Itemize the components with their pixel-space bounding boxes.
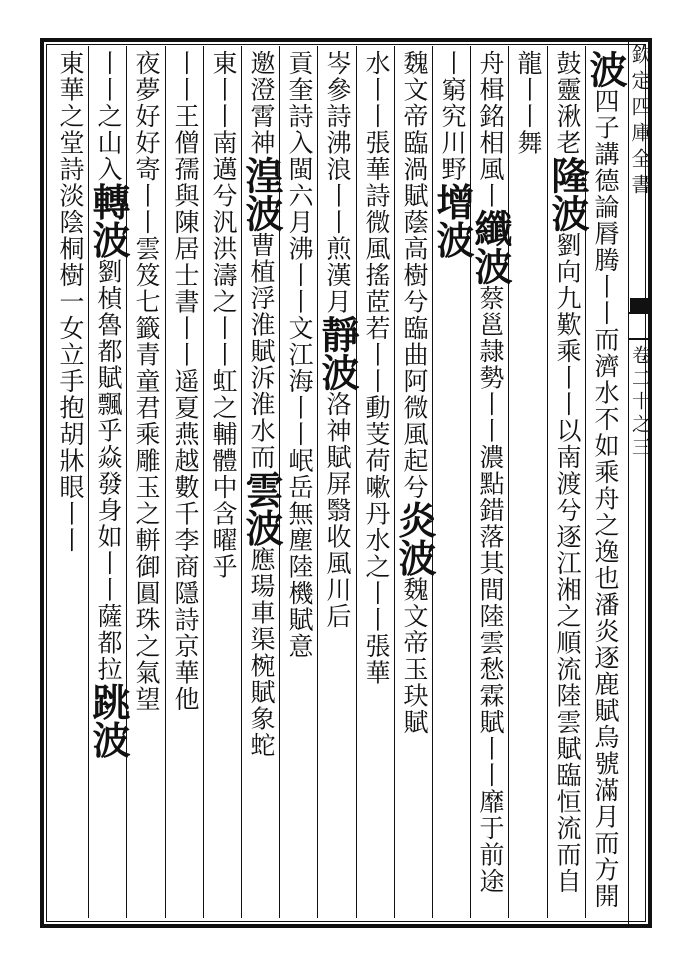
- commentary-text: 劉楨魯都賦飄乎焱發身如丨丨薩都拉: [94, 258, 123, 683]
- commentary-text: 舟楫銘相風丨: [476, 50, 505, 209]
- commentary-text: 岑參詩沸浪丨丨煎漢月: [323, 50, 352, 315]
- volume-label: 卷二十之三: [629, 345, 651, 460]
- commentary-text: 丨丨之山入: [94, 50, 123, 183]
- commentary-text: 文江海丨丨岷岳無塵陸機賦意: [285, 315, 314, 660]
- fish-tail-mark: [630, 298, 650, 312]
- commentary-text: 水丨丨張華詩微風搖茝若丨丨動芰荷: [362, 50, 391, 474]
- commentary-text: 洛神賦屏翳收風川后: [323, 391, 352, 630]
- commentary-text: 虹之輔體中含曜乎: [209, 368, 238, 580]
- headword: 增波: [430, 182, 475, 259]
- headword: 炎波: [392, 500, 437, 577]
- commentary-text: 應瑒車渠椀賦象蛇: [247, 546, 276, 759]
- headword: 轉波: [86, 182, 131, 259]
- headword: 隆波: [545, 156, 590, 232]
- headword: 雲波: [239, 470, 284, 547]
- commentary-text: 嗽丹水之丨丨張華: [362, 474, 391, 686]
- commentary-text: 曹植浮淮賦泝淮水而: [247, 232, 276, 471]
- headword: 湟波: [239, 156, 284, 232]
- headword: 靜波: [315, 315, 360, 391]
- headword: 纖波: [468, 209, 513, 285]
- commentary-text: 丨窮究川野: [438, 50, 467, 183]
- commentary-text: 貢奎詩入閩六月沸丨丨: [285, 50, 314, 315]
- commentary-text: 東丨丨: [209, 50, 238, 130]
- commentary-text: 詩淡陰桐樹一女立手抱胡牀眼丨丨: [56, 156, 85, 554]
- text-column: [47, 50, 93, 918]
- library-title: 欽定四庫全書: [628, 44, 652, 200]
- commentary-text: 魏文帝玉玦賦: [400, 576, 429, 736]
- commentary-text: 東華之堂: [56, 50, 85, 156]
- commentary-text: 丨丨王僧孺與陳居士書丨丨遥夏燕越數千李商隱詩京華他: [171, 50, 200, 713]
- commentary-text: 魏文帝臨渦賦蔭高樹兮臨曲阿微風起兮: [400, 50, 429, 501]
- commentary-text: 龍丨丨舞: [514, 50, 543, 156]
- commentary-text: 邀澄霄神: [247, 50, 276, 156]
- commentary-text: 夜夢好好寄丨丨雲笈七籤青童君乘雕玉之軿御圓珠之氣望: [132, 50, 161, 713]
- commentary-text: 劉向九歎乘丨丨以南渡兮逐江湘之順流陸雲賦臨恒流而自: [553, 232, 582, 895]
- headword: 波: [583, 50, 628, 88]
- commentary-text: 南邁兮汎洪濤之丨丨: [209, 129, 238, 368]
- commentary-text: 蔡邕隷勢丨丨濃點錯落其間陸雲愁霖賦丨丨靡于前途: [476, 285, 505, 895]
- fish-head-mark: [628, 312, 652, 340]
- commentary-text: 鼓靈湫老: [553, 50, 582, 156]
- commentary-text: 四子講德論脣腾丨丨而濟水不如乘舟之逸也潘炎逐鹿賦烏號滿月而方開: [591, 88, 620, 910]
- headword: 跳波: [86, 682, 131, 759]
